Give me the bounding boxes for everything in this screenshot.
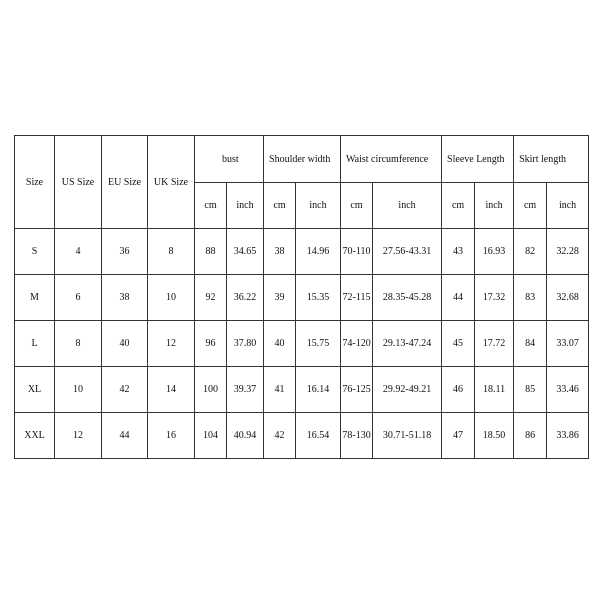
table-row [15,413,589,459]
cell-size: L [15,321,55,367]
cell-shoulder-cm: 40 [264,321,296,367]
header-skirt-cm: cm [514,183,547,229]
cell-us-size: 6 [55,275,102,321]
cell-bust-inch: 40.94 [227,413,264,459]
cell-waist-inch: 30.71-51.18 [373,413,442,459]
cell-shoulder-cm: 38 [264,229,296,275]
cell-skirt-cm: 84 [514,321,547,367]
size-chart-body [15,229,589,459]
header-sleeve-length: Sleeve Length [442,136,514,183]
header-uk-size: UK Size [148,136,195,229]
cell-skirt-inch: 32.68 [547,275,589,321]
cell-uk-size: 10 [148,275,195,321]
cell-skirt-inch: 32.28 [547,229,589,275]
cell-shoulder-cm: 41 [264,367,296,413]
cell-shoulder-inch: 15.75 [296,321,341,367]
cell-sleeve-inch: 17.72 [475,321,514,367]
cell-eu-size: 44 [102,413,148,459]
cell-bust-cm: 96 [195,321,227,367]
cell-shoulder-cm: 42 [264,413,296,459]
header-size: Size [15,136,55,229]
cell-size: M [15,275,55,321]
cell-bust-inch: 36.22 [227,275,264,321]
cell-sleeve-inch: 18.50 [475,413,514,459]
cell-waist-inch: 28.35-45.28 [373,275,442,321]
header-shoulder-inch: inch [296,183,341,229]
cell-size: S [15,229,55,275]
cell-sleeve-cm: 47 [442,413,475,459]
cell-shoulder-inch: 16.54 [296,413,341,459]
cell-shoulder-cm: 39 [264,275,296,321]
header-shoulder-cm: cm [264,183,296,229]
cell-bust-cm: 100 [195,367,227,413]
header-waist-circumference: Waist circumference [341,136,442,183]
cell-sleeve-cm: 44 [442,275,475,321]
cell-bust-inch: 39.37 [227,367,264,413]
cell-waist-inch: 27.56-43.31 [373,229,442,275]
cell-eu-size: 42 [102,367,148,413]
cell-uk-size: 12 [148,321,195,367]
cell-skirt-inch: 33.46 [547,367,589,413]
header-waist-inch: inch [373,183,442,229]
cell-skirt-cm: 86 [514,413,547,459]
cell-eu-size: 40 [102,321,148,367]
cell-waist-cm: 70-110 [341,229,373,275]
header-sleeve-inch: inch [475,183,514,229]
cell-shoulder-inch: 14.96 [296,229,341,275]
cell-shoulder-inch: 15.35 [296,275,341,321]
cell-skirt-cm: 83 [514,275,547,321]
header-eu-size: EU Size [102,136,148,229]
table-row [15,275,589,321]
cell-sleeve-cm: 43 [442,229,475,275]
cell-waist-cm: 76-125 [341,367,373,413]
cell-size: XXL [15,413,55,459]
header-shoulder-width: Shoulder width [264,136,341,183]
table-row [15,321,589,367]
cell-skirt-cm: 85 [514,367,547,413]
cell-sleeve-inch: 18.11 [475,367,514,413]
cell-sleeve-inch: 16.93 [475,229,514,275]
table-row [15,367,589,413]
cell-bust-cm: 92 [195,275,227,321]
cell-size: XL [15,367,55,413]
header-bust-cm: cm [195,183,227,229]
cell-sleeve-cm: 46 [442,367,475,413]
cell-us-size: 12 [55,413,102,459]
cell-sleeve-cm: 45 [442,321,475,367]
cell-eu-size: 36 [102,229,148,275]
header-waist-cm: cm [341,183,373,229]
header-skirt-length: Skirt length [514,136,589,183]
cell-uk-size: 8 [148,229,195,275]
table-row [15,229,589,275]
header-sleeve-cm: cm [442,183,475,229]
cell-skirt-inch: 33.86 [547,413,589,459]
cell-us-size: 10 [55,367,102,413]
cell-waist-inch: 29.13-47.24 [373,321,442,367]
size-chart-table [14,135,589,459]
cell-waist-cm: 78-130 [341,413,373,459]
cell-bust-cm: 104 [195,413,227,459]
cell-waist-cm: 74-120 [341,321,373,367]
cell-sleeve-inch: 17.32 [475,275,514,321]
header-bust: bust [195,136,264,183]
header-bust-inch: inch [227,183,264,229]
cell-bust-inch: 37.80 [227,321,264,367]
header-us-size: US Size [55,136,102,229]
cell-us-size: 8 [55,321,102,367]
header-skirt-inch: inch [547,183,589,229]
cell-uk-size: 14 [148,367,195,413]
cell-waist-inch: 29.92-49.21 [373,367,442,413]
cell-uk-size: 16 [148,413,195,459]
cell-shoulder-inch: 16.14 [296,367,341,413]
cell-skirt-cm: 82 [514,229,547,275]
cell-eu-size: 38 [102,275,148,321]
cell-bust-inch: 34.65 [227,229,264,275]
cell-us-size: 4 [55,229,102,275]
cell-skirt-inch: 33.07 [547,321,589,367]
cell-waist-cm: 72-115 [341,275,373,321]
cell-bust-cm: 88 [195,229,227,275]
